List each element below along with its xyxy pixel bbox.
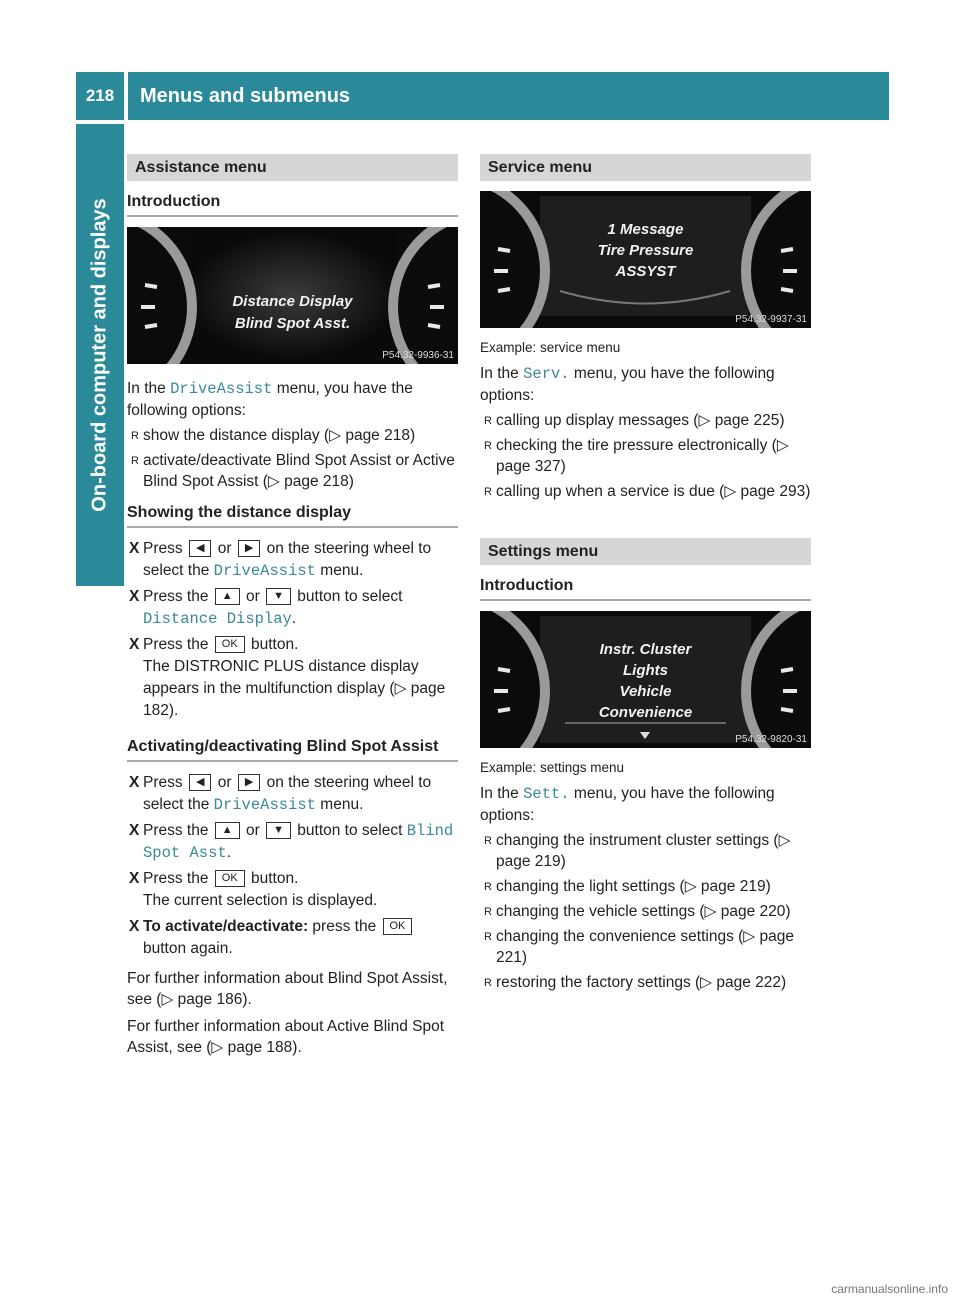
list-item: R calling up when a service is due (▷ page 293) [480,481,811,502]
figure-code: P54.32-9937-31 [735,314,807,325]
list-item: R changing the light settings (▷ page 219) [480,876,811,897]
settings-caption: Example: settings menu [480,760,625,775]
ok-key-icon: OK [383,918,413,935]
settings-intro-text: In the Sett. menu, you have the following options: [480,785,775,824]
service-caption: Example: service menu [480,340,621,355]
service-intro-text: In the Serv. menu, you have the following options: [480,365,775,404]
list-item: R checking the tire pressure electronically (▷ page 327) [480,435,811,477]
step-marker: X [129,636,140,653]
step-1: X Press ◀ or ▶ on the steering wheel to select the DriveAssist menu. [129,540,432,580]
down-arrow-key-icon: ▼ [266,822,291,839]
instrument-cluster-graphic [480,191,811,328]
settings-menu-heading: Settings menu [480,538,811,565]
step-4: X To activate/deactivate: press the OK button again. [127,916,458,960]
right-column [480,154,811,997]
step-2: X Press the ▲ or ▼ button to select Distance Display. [129,588,403,628]
right-arrow-key-icon: ▶ [238,774,260,791]
assistance-options-list [127,425,458,492]
figure-line-3: ASSYST [615,263,676,280]
active-blind-spot-note: For further information about Active Blind Spot Assist, see (▷ page 188). [127,1018,445,1056]
figure-line-1: Instr. Cluster [599,641,692,658]
right-arrow-key-icon: ▶ [238,540,260,557]
figure-line-2: Lights [623,662,668,679]
blind-spot-heading: Activating/deactivating Blind Spot Assist [127,738,458,762]
up-arrow-key-icon: ▲ [215,588,240,605]
blind-spot-note: For further information about Blind Spot Assist, see (▷ page 186). [127,970,448,1008]
distance-steps [127,538,458,722]
list-item: R activate/deactivate Blind Spot Assist or Active Blind Spot Assist (▷ page 218) [127,450,458,492]
instrument-cluster-graphic [480,611,811,748]
list-item: R changing the convenience settings (▷ page 221) [480,926,811,968]
figure-line-2: Tire Pressure [597,242,694,259]
settings-intro-heading: Introduction [480,577,811,601]
step-marker: X [129,918,140,935]
watermark: carmanualsonline.info [831,1282,948,1296]
settings-options-list [480,830,811,993]
figure-line-1: Distance Display [232,293,353,310]
page-number: 218 [76,72,124,120]
figure-line-2: Blind Spot Asst. [234,315,351,332]
ok-key-icon: OK [215,636,245,653]
left-arrow-key-icon: ◀ [189,774,211,791]
step-3: X Press the OK button. The DISTRONIC PLUS distance display appears in the multifunction display (▷ page 182). [129,636,446,719]
service-options-list [480,410,811,502]
step-marker: X [129,588,140,605]
list-item: R show the distance display (▷ page 218) [127,425,458,446]
assistance-intro-heading: Introduction [127,193,458,217]
page-title: Menus and submenus [128,72,889,120]
settings-menu-figure [480,611,811,748]
blind-spot-steps [127,772,458,960]
figure-line-4: Convenience [598,704,693,721]
step-marker: X [129,870,140,887]
list-item: R changing the vehicle settings (▷ page 220) [480,901,811,922]
left-column [127,154,458,1058]
step-marker: X [129,540,140,557]
list-item: R restoring the factory settings (▷ page 222) [480,972,811,993]
step-3: X Press the OK button. The current selection is displayed. [129,870,378,909]
step-1: X Press ◀ or ▶ on the steering wheel to select the DriveAssist menu. [129,774,432,814]
list-item: R changing the instrument cluster settings (▷ page 219) [480,830,811,872]
figure-code: P54.32-9820-31 [735,734,807,745]
list-item: R calling up display messages (▷ page 225) [480,410,811,431]
service-menu-figure [480,191,811,328]
figure-line-1: 1 Message [607,221,684,238]
ok-key-icon: OK [215,870,245,887]
step-2: X Press the ▲ or ▼ button to select Blind Spot Asst. [129,822,454,862]
up-arrow-key-icon: ▲ [215,822,240,839]
step-marker: X [129,774,140,791]
distance-display-heading: Showing the distance display [127,504,458,528]
down-arrow-key-icon: ▼ [266,588,291,605]
side-tab-label: On-board computer and displays [88,198,111,512]
service-menu-heading: Service menu [480,154,811,181]
assistance-menu-heading: Assistance menu [127,154,458,181]
assistance-menu-figure [127,227,458,364]
figure-code: P54.32-9936-31 [382,350,454,361]
left-arrow-key-icon: ◀ [189,540,211,557]
step-marker: X [129,822,140,839]
figure-line-3: Vehicle [619,683,672,700]
assistance-intro-text: In the DriveAssist menu, you have the following options: [127,380,413,419]
